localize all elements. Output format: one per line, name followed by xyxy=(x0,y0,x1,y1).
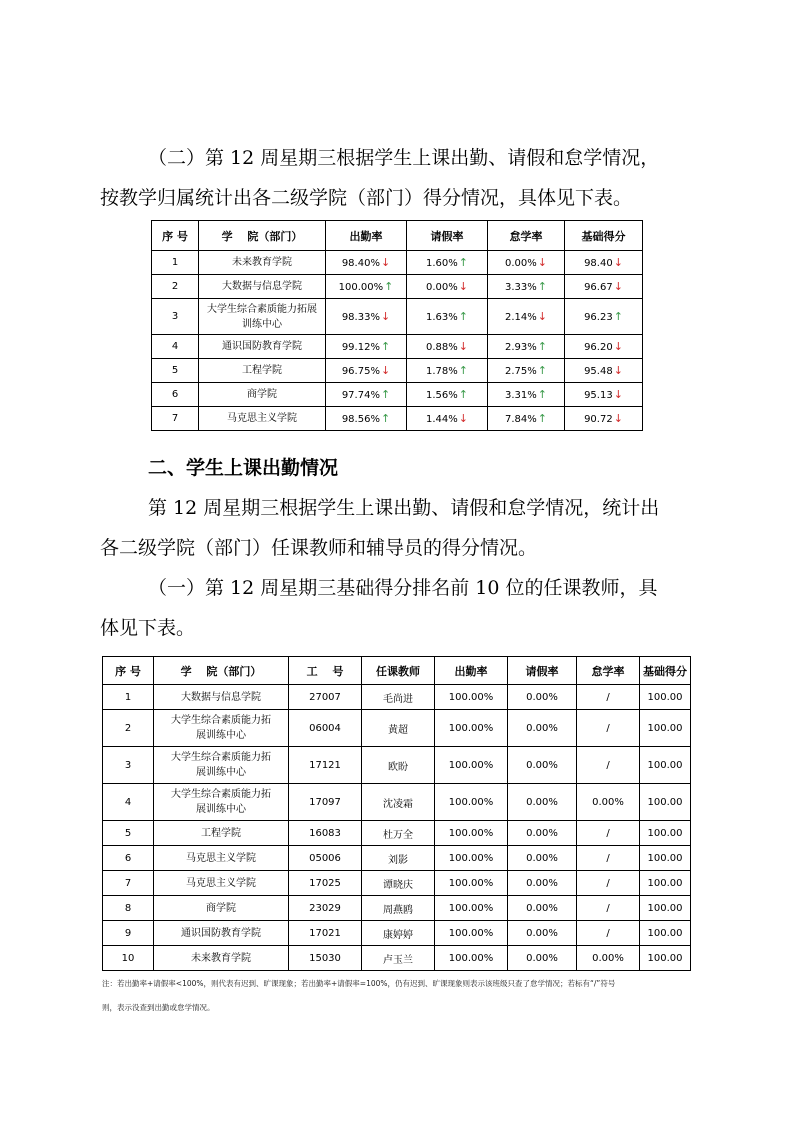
cell-score xyxy=(565,335,643,359)
cell-no-value: 1 xyxy=(171,257,179,268)
cell-college xyxy=(199,335,326,359)
cell-score-value: 96.20 xyxy=(584,342,613,353)
col-header-id: 工 号 xyxy=(289,657,362,685)
cell-leave xyxy=(407,251,488,275)
cell-leave-value: 1.44% xyxy=(426,414,458,425)
cell-college: 通识国防教育学院 xyxy=(154,921,289,946)
table-row xyxy=(103,710,691,747)
table-row xyxy=(103,821,691,846)
table-row xyxy=(152,299,643,335)
cell-teacher: 谭晓庆 xyxy=(362,871,435,896)
arrow-down-icon: ↓ xyxy=(380,310,391,323)
cell-leave-value: 1.60% xyxy=(426,258,458,269)
cell-score xyxy=(565,299,643,335)
cell-truancy: / xyxy=(577,685,640,710)
cell-attendance xyxy=(326,407,407,431)
col-header-teacher: 任课教师 xyxy=(362,657,435,685)
cell-attendance xyxy=(326,251,407,275)
cell-leave-value: 0.00% xyxy=(426,282,458,293)
cell-teacher: 毛尚进 xyxy=(362,685,435,710)
cell-no: 9 xyxy=(103,921,154,946)
table-row xyxy=(103,896,691,921)
cell-college-value: 大学生综合素质能力拓展训练中心 xyxy=(207,303,317,330)
cell-truancy: 0.00% xyxy=(577,784,640,821)
cell-truancy: 0.00% xyxy=(577,946,640,971)
cell-attendance xyxy=(326,299,407,335)
cell-teacher: 杜万全 xyxy=(362,821,435,846)
cell-college: 马克思主义学院 xyxy=(154,846,289,871)
cell-college-value: 大数据与信息学院 xyxy=(222,281,302,292)
cell-leave xyxy=(407,407,488,431)
cell-no xyxy=(152,299,199,335)
cell-attendance-value: 98.56% xyxy=(341,414,380,425)
section2-para-line2: 各二级学院（部门）任课教师和辅导员的得分情况。 xyxy=(100,537,538,559)
arrow-up-icon: ↑ xyxy=(458,256,468,269)
section1-intro-line2: 按教学归属统计出各二级学院（部门）得分情况，具体见下表。 xyxy=(100,187,633,209)
cell-score: 100.00 xyxy=(640,846,691,871)
cell-no: 7 xyxy=(103,871,154,896)
cell-id: 23029 xyxy=(289,896,362,921)
cell-teacher: 康婷婷 xyxy=(362,921,435,946)
cell-score: 100.00 xyxy=(640,747,691,784)
cell-leave-value: 1.78% xyxy=(426,366,458,377)
arrow-down-icon: ↓ xyxy=(537,256,547,269)
arrow-down-icon: ↓ xyxy=(613,256,623,269)
cell-attendance: 100.00% xyxy=(435,784,508,821)
cell-leave-value: 0.88% xyxy=(426,342,458,353)
cell-leave: 0.00% xyxy=(508,871,577,896)
table-row xyxy=(103,784,691,821)
cell-leave: 0.00% xyxy=(508,685,577,710)
cell-score-value: 98.40 xyxy=(584,258,613,269)
cell-no-value: 6 xyxy=(171,389,179,400)
cell-college xyxy=(199,383,326,407)
cell-no xyxy=(152,383,199,407)
col-header-leave: 请假率 xyxy=(508,657,577,685)
cell-attendance-value: 97.74% xyxy=(341,390,380,401)
cell-college-value: 马克思主义学院 xyxy=(227,413,297,424)
arrow-down-icon: ↓ xyxy=(380,256,391,269)
col-header-truancy: 怠学率 xyxy=(577,657,640,685)
cell-attendance: 100.00% xyxy=(435,896,508,921)
section1-intro-line1: （二）第 12 周星期三根据学生上课出勤、请假和怠学情况， xyxy=(148,147,660,169)
cell-leave xyxy=(407,383,488,407)
cell-no: 8 xyxy=(103,896,154,921)
college-score-table xyxy=(151,220,643,431)
cell-truancy-value: 7.84% xyxy=(505,414,537,425)
cell-leave: 0.00% xyxy=(508,946,577,971)
cell-college: 大学生综合素质能力拓展训练中心 xyxy=(154,784,289,821)
cell-truancy xyxy=(488,251,565,275)
cell-id: 05006 xyxy=(289,846,362,871)
cell-id: 17121 xyxy=(289,747,362,784)
arrow-up-icon: ↑ xyxy=(537,364,547,377)
arrow-up-icon: ↑ xyxy=(537,340,547,353)
section2-sub-line2: 体见下表。 xyxy=(100,617,196,639)
table-row xyxy=(152,335,643,359)
cell-truancy-value: 3.31% xyxy=(505,390,537,401)
cell-truancy-value: 2.75% xyxy=(505,366,537,377)
cell-college: 未来教育学院 xyxy=(154,946,289,971)
cell-truancy: / xyxy=(577,821,640,846)
table-row xyxy=(103,685,691,710)
cell-college-value: 工程学院 xyxy=(242,365,282,376)
cell-leave: 0.00% xyxy=(508,784,577,821)
cell-attendance xyxy=(326,275,407,299)
cell-teacher: 卢玉兰 xyxy=(362,946,435,971)
cell-score xyxy=(565,251,643,275)
cell-college-value: 未来教育学院 xyxy=(232,257,292,268)
cell-attendance: 100.00% xyxy=(435,821,508,846)
footnote-line1: 注：若出勤率+请假率<100%，则代表有迟到、旷课现象；若出勤率+请假率=100%，仍有迟到、旷课现象则表示该班级只查了怠学情况；若标有“/”符号 xyxy=(102,979,616,988)
cell-leave: 0.00% xyxy=(508,896,577,921)
arrow-down-icon: ↓ xyxy=(380,364,391,377)
table-row xyxy=(103,846,691,871)
cell-truancy: / xyxy=(577,896,640,921)
cell-college: 马克思主义学院 xyxy=(154,871,289,896)
cell-college: 大数据与信息学院 xyxy=(154,685,289,710)
cell-score xyxy=(565,275,643,299)
cell-attendance xyxy=(326,359,407,383)
cell-truancy-value: 2.14% xyxy=(505,312,537,323)
cell-id: 06004 xyxy=(289,710,362,747)
cell-no-value: 5 xyxy=(171,365,179,376)
arrow-up-icon: ↑ xyxy=(384,280,394,293)
col-header-score: 基础得分 xyxy=(565,221,643,251)
cell-truancy: / xyxy=(577,846,640,871)
cell-attendance-value: 99.12% xyxy=(341,342,380,353)
cell-leave-value: 1.56% xyxy=(426,390,458,401)
arrow-up-icon: ↑ xyxy=(458,388,468,401)
arrow-up-icon: ↑ xyxy=(380,388,391,401)
table-footnote xyxy=(102,972,692,1020)
cell-id: 17025 xyxy=(289,871,362,896)
cell-college-value: 通识国防教育学院 xyxy=(222,341,302,352)
arrow-down-icon: ↓ xyxy=(458,280,468,293)
cell-score-value: 96.67 xyxy=(584,282,613,293)
cell-no: 10 xyxy=(103,946,154,971)
cell-score: 100.00 xyxy=(640,871,691,896)
cell-truancy: / xyxy=(577,871,640,896)
cell-truancy xyxy=(488,335,565,359)
col-header-attendance: 出勤率 xyxy=(326,221,407,251)
arrow-down-icon: ↓ xyxy=(613,364,623,377)
cell-attendance-value: 96.75% xyxy=(341,366,380,377)
cell-no-value: 3 xyxy=(171,311,179,322)
cell-attendance: 100.00% xyxy=(435,871,508,896)
cell-id: 27007 xyxy=(289,685,362,710)
cell-college xyxy=(199,275,326,299)
cell-college xyxy=(199,251,326,275)
cell-truancy: / xyxy=(577,747,640,784)
cell-no xyxy=(152,407,199,431)
cell-score: 100.00 xyxy=(640,685,691,710)
cell-score-value: 95.13 xyxy=(584,390,613,401)
col-header-truancy: 怠学率 xyxy=(488,221,565,251)
cell-truancy xyxy=(488,383,565,407)
table-row xyxy=(103,921,691,946)
cell-id: 17021 xyxy=(289,921,362,946)
cell-no xyxy=(152,359,199,383)
section2-heading: 二、学生上课出勤情况 xyxy=(148,457,339,479)
cell-leave xyxy=(407,359,488,383)
cell-no: 1 xyxy=(103,685,154,710)
cell-score: 100.00 xyxy=(640,896,691,921)
section2-sub-line1: （一）第 12 周星期三基础得分排名前 10 位的任课教师，具 xyxy=(148,577,658,599)
cell-truancy-value: 0.00% xyxy=(505,258,537,269)
cell-no xyxy=(152,251,199,275)
arrow-up-icon: ↑ xyxy=(537,280,547,293)
cell-score: 100.00 xyxy=(640,710,691,747)
arrow-down-icon: ↓ xyxy=(613,388,623,401)
cell-score: 100.00 xyxy=(640,921,691,946)
cell-truancy: / xyxy=(577,710,640,747)
cell-college: 大学生综合素质能力拓展训练中心 xyxy=(154,747,289,784)
cell-no: 5 xyxy=(103,821,154,846)
cell-attendance: 100.00% xyxy=(435,846,508,871)
table-row xyxy=(152,275,643,299)
cell-college xyxy=(199,407,326,431)
table-row xyxy=(152,359,643,383)
cell-teacher: 欧盼 xyxy=(362,747,435,784)
cell-attendance: 100.00% xyxy=(435,710,508,747)
cell-no-value: 7 xyxy=(171,413,179,424)
table-row xyxy=(152,383,643,407)
cell-leave: 0.00% xyxy=(508,821,577,846)
col-header-college: 学 院（部门） xyxy=(154,657,289,685)
footnote-line2: 则，表示没查到出勤或怠学情况。 xyxy=(102,1003,215,1012)
cell-leave xyxy=(407,299,488,335)
arrow-up-icon: ↑ xyxy=(458,364,468,377)
cell-leave: 0.00% xyxy=(508,747,577,784)
cell-score-value: 96.23 xyxy=(584,312,613,323)
table-header-row xyxy=(103,657,691,685)
cell-truancy-value: 2.93% xyxy=(505,342,537,353)
table-row xyxy=(103,946,691,971)
cell-score-value: 95.48 xyxy=(584,366,613,377)
cell-score xyxy=(565,407,643,431)
cell-score xyxy=(565,359,643,383)
cell-no: 6 xyxy=(103,846,154,871)
cell-attendance-value: 98.33% xyxy=(341,312,380,323)
cell-attendance-value: 100.00% xyxy=(338,282,384,293)
cell-attendance: 100.00% xyxy=(435,685,508,710)
cell-no: 3 xyxy=(103,747,154,784)
teacher-score-table xyxy=(102,656,691,971)
cell-teacher: 沈凌霜 xyxy=(362,784,435,821)
cell-truancy-value: 3.33% xyxy=(505,282,537,293)
table-row xyxy=(103,871,691,896)
cell-no xyxy=(152,335,199,359)
arrow-down-icon: ↓ xyxy=(613,340,623,353)
cell-college: 工程学院 xyxy=(154,821,289,846)
cell-truancy xyxy=(488,407,565,431)
cell-no-value: 2 xyxy=(171,281,179,292)
cell-attendance: 100.00% xyxy=(435,921,508,946)
arrow-up-icon: ↑ xyxy=(380,412,391,425)
arrow-down-icon: ↓ xyxy=(458,412,468,425)
arrow-up-icon: ↑ xyxy=(380,340,391,353)
col-header-college: 学 院（部门） xyxy=(199,221,326,251)
cell-score: 100.00 xyxy=(640,784,691,821)
cell-college xyxy=(199,299,326,335)
cell-attendance: 100.00% xyxy=(435,747,508,784)
cell-score: 100.00 xyxy=(640,946,691,971)
arrow-up-icon: ↑ xyxy=(458,310,468,323)
cell-no-value: 4 xyxy=(171,341,179,352)
cell-no: 4 xyxy=(103,784,154,821)
arrow-up-icon: ↑ xyxy=(537,388,547,401)
cell-leave: 0.00% xyxy=(508,921,577,946)
cell-teacher: 黄超 xyxy=(362,710,435,747)
col-header-attendance: 出勤率 xyxy=(435,657,508,685)
cell-attendance xyxy=(326,383,407,407)
cell-truancy xyxy=(488,359,565,383)
arrow-up-icon: ↑ xyxy=(537,412,547,425)
cell-leave: 0.00% xyxy=(508,710,577,747)
cell-truancy: / xyxy=(577,921,640,946)
table-row xyxy=(152,251,643,275)
cell-truancy xyxy=(488,275,565,299)
arrow-up-icon: ↑ xyxy=(613,310,623,323)
cell-id: 15030 xyxy=(289,946,362,971)
cell-attendance-value: 98.40% xyxy=(341,258,380,269)
col-header-leave: 请假率 xyxy=(407,221,488,251)
cell-truancy xyxy=(488,299,565,335)
cell-score-value: 90.72 xyxy=(584,414,613,425)
cell-college: 大学生综合素质能力拓展训练中心 xyxy=(154,710,289,747)
col-header-no: 序 号 xyxy=(103,657,154,685)
arrow-down-icon: ↓ xyxy=(537,310,547,323)
cell-teacher: 刘影 xyxy=(362,846,435,871)
cell-no xyxy=(152,275,199,299)
table-row xyxy=(152,407,643,431)
cell-leave xyxy=(407,335,488,359)
col-header-score: 基础得分 xyxy=(640,657,691,685)
cell-leave: 0.00% xyxy=(508,846,577,871)
table-row xyxy=(103,747,691,784)
arrow-down-icon: ↓ xyxy=(613,280,623,293)
arrow-down-icon: ↓ xyxy=(613,412,623,425)
table-header-row xyxy=(152,221,643,251)
arrow-down-icon: ↓ xyxy=(458,340,468,353)
cell-leave xyxy=(407,275,488,299)
cell-id: 17097 xyxy=(289,784,362,821)
cell-college: 商学院 xyxy=(154,896,289,921)
cell-id: 16083 xyxy=(289,821,362,846)
cell-no: 2 xyxy=(103,710,154,747)
cell-college-value: 商学院 xyxy=(247,389,277,400)
col-header-no: 序 号 xyxy=(152,221,199,251)
cell-leave-value: 1.63% xyxy=(426,312,458,323)
cell-college xyxy=(199,359,326,383)
section2-para-line1: 第 12 周星期三根据学生上课出勤、请假和怠学情况，统计出 xyxy=(148,497,660,519)
cell-attendance xyxy=(326,335,407,359)
cell-score: 100.00 xyxy=(640,821,691,846)
cell-teacher: 周燕鸥 xyxy=(362,896,435,921)
cell-score xyxy=(565,383,643,407)
cell-attendance: 100.00% xyxy=(435,946,508,971)
